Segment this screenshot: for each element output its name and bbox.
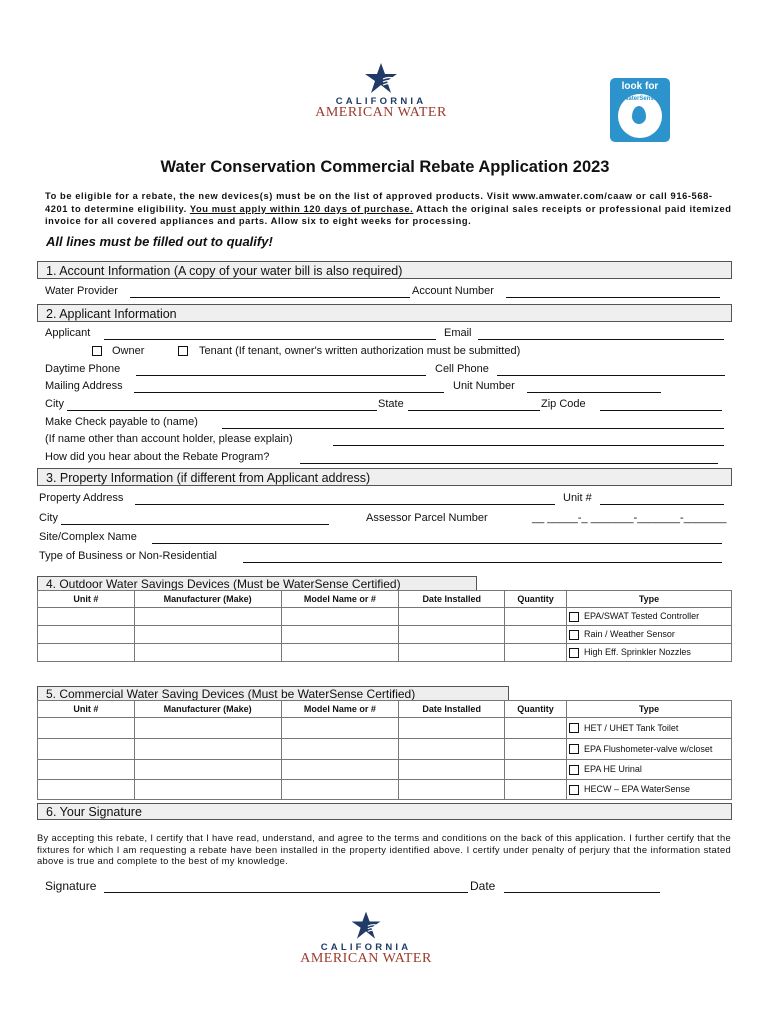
cell-input[interactable] <box>38 626 135 644</box>
cell-input[interactable] <box>281 644 399 662</box>
cell-input[interactable] <box>399 608 505 626</box>
site-label: Site/Complex Name <box>39 531 137 543</box>
section6-header: 6. Your Signature <box>37 803 732 820</box>
unit-number-label: Unit Number <box>453 380 515 392</box>
col-unit: Unit # <box>38 701 135 718</box>
cell-phone-label: Cell Phone <box>435 363 489 375</box>
owner-label: Owner <box>112 345 145 357</box>
checkbox-icon[interactable] <box>569 785 579 795</box>
state-field[interactable] <box>408 410 540 411</box>
col-model: Model Name or # <box>281 701 399 718</box>
table-row <box>38 718 732 739</box>
unit-label: Unit # <box>563 492 592 504</box>
table-row <box>38 608 732 626</box>
cell-input[interactable] <box>281 760 399 780</box>
intro-deadline: You must apply within 120 days of purchase. <box>189 203 414 214</box>
logo-line1: CALIFORNIA <box>335 96 427 107</box>
how-hear-label: How did you hear about the Rebate Program? <box>45 451 270 463</box>
cell-input[interactable] <box>134 644 281 662</box>
section3-header: 3. Property Information (if different from Applicant address) <box>37 468 732 486</box>
type-label: HET / UHET Tank Toilet <box>584 722 679 733</box>
cell-input[interactable] <box>38 644 135 662</box>
daytime-phone-label: Daytime Phone <box>45 363 121 375</box>
section4-header-row <box>38 591 732 608</box>
california-american-water-logo-bottom <box>296 910 436 966</box>
if-name-label: (If name other than account holder, please explain) <box>45 433 293 445</box>
cell-input[interactable] <box>505 739 567 760</box>
cell-input[interactable] <box>399 739 505 760</box>
how-hear-field[interactable] <box>300 463 718 464</box>
tenant-checkbox[interactable] <box>178 346 188 356</box>
city-field[interactable] <box>67 410 377 411</box>
cell-input[interactable] <box>399 760 505 780</box>
cell-input[interactable] <box>281 626 399 644</box>
col-quantity: Quantity <box>505 591 567 608</box>
type-option[interactable] <box>567 760 732 780</box>
type-label: High Eff. Sprinkler Nozzles <box>584 647 691 658</box>
mailing-address-field[interactable] <box>134 392 444 393</box>
owner-checkbox[interactable] <box>92 346 102 356</box>
cell-input[interactable] <box>38 608 135 626</box>
type-business-field[interactable] <box>243 562 722 563</box>
cell-input[interactable] <box>399 780 505 800</box>
make-check-label: Make Check payable to (name) <box>45 416 198 428</box>
date-label: Date <box>470 879 496 893</box>
intro-text <box>45 190 735 228</box>
cell-input[interactable] <box>281 718 399 739</box>
intro-part2: Attach the original sales receipts or professional paid itemized invoice for all covered appliances and parts. Allow six to eight weeks for processing. <box>45 203 732 226</box>
cell-input[interactable] <box>505 718 567 739</box>
cell-input[interactable] <box>281 608 399 626</box>
intro-part1: To be eligible for a rebate, the new devices(s) must be on the list of approved products. Visit www.amwater.com/caaw or call 916-568-4201 to determine eligibility. <box>45 191 713 214</box>
section5-header-row <box>38 701 732 718</box>
apn-field[interactable]: __ _____-_ _______-_______-_______ <box>532 512 727 524</box>
signature-label: Signature <box>45 879 97 893</box>
checkbox-icon[interactable] <box>569 612 579 622</box>
signature-field[interactable] <box>104 892 468 893</box>
zip-label: Zip Code <box>541 398 586 410</box>
email-field[interactable] <box>478 339 724 340</box>
cell-input[interactable] <box>505 760 567 780</box>
cell-input[interactable] <box>399 626 505 644</box>
cell-input[interactable] <box>281 780 399 800</box>
cell-input[interactable] <box>134 626 281 644</box>
checkbox-icon[interactable] <box>569 648 579 658</box>
checkbox-icon[interactable] <box>569 723 579 733</box>
water-provider-field[interactable] <box>130 297 410 298</box>
table-row <box>38 626 732 644</box>
col-manufacturer: Manufacturer (Make) <box>134 591 281 608</box>
cell-input[interactable] <box>38 739 135 760</box>
property-address-label: Property Address <box>39 492 124 504</box>
type-label: Rain / Weather Sensor <box>584 629 675 640</box>
type-label: EPA Flushometer-valve w/closet <box>584 743 713 754</box>
col-date: Date Installed <box>399 591 505 608</box>
checkbox-icon[interactable] <box>569 765 579 775</box>
logo-line1: CALIFORNIA <box>320 942 412 953</box>
table-row <box>38 760 732 780</box>
cell-input[interactable] <box>134 760 281 780</box>
table-row <box>38 780 732 800</box>
type-option[interactable] <box>567 780 732 800</box>
site-field[interactable] <box>152 543 722 544</box>
star-logo-icon <box>361 62 401 96</box>
cell-input[interactable] <box>38 780 135 800</box>
cell-input[interactable] <box>38 718 135 739</box>
logo-line2: AMERICAN WATER <box>315 105 447 120</box>
badge-ring-text: WaterSense <box>622 96 658 102</box>
page-title: Water Conservation Commercial Rebate Application 2023 <box>160 158 610 176</box>
type-label: EPA/SWAT Tested Controller <box>584 611 700 622</box>
col-date: Date Installed <box>399 701 505 718</box>
col-type: Type <box>567 701 732 718</box>
property-city-label: City <box>39 512 58 524</box>
section2-header: 2. Applicant Information <box>37 304 732 322</box>
section1-header: 1. Account Information (A copy of your water bill is also required) <box>37 261 732 279</box>
cell-input[interactable] <box>399 718 505 739</box>
email-label: Email <box>444 327 472 339</box>
cell-input[interactable] <box>281 739 399 760</box>
type-option[interactable] <box>567 644 732 662</box>
type-label: EPA HE Urinal <box>584 764 642 775</box>
type-label: HECW – EPA WaterSense <box>584 784 691 795</box>
date-field[interactable] <box>504 892 660 893</box>
applicant-label: Applicant <box>45 327 91 339</box>
make-check-field[interactable] <box>222 428 724 429</box>
apn-label: Assessor Parcel Number <box>366 512 488 524</box>
daytime-phone-field[interactable] <box>136 375 426 376</box>
cell-input[interactable] <box>505 780 567 800</box>
type-option[interactable] <box>567 718 732 739</box>
watersense-badge <box>610 78 670 142</box>
section5-header: 5. Commercial Water Saving Devices (Must be WaterSense Certified) <box>37 686 509 701</box>
city-label: City <box>45 398 64 410</box>
cell-input[interactable] <box>505 608 567 626</box>
col-quantity: Quantity <box>505 701 567 718</box>
all-lines-notice: All lines must be filled out to qualify! <box>46 234 273 249</box>
account-number-label: Account Number <box>412 285 494 297</box>
type-option[interactable] <box>567 739 732 760</box>
water-provider-label: Water Provider <box>45 285 118 297</box>
table-row <box>38 739 732 760</box>
col-type: Type <box>567 591 732 608</box>
applicant-field[interactable] <box>104 339 436 340</box>
section5-table <box>37 700 732 800</box>
col-model: Model Name or # <box>281 591 399 608</box>
type-option[interactable] <box>567 608 732 626</box>
water-drop-icon <box>632 106 646 124</box>
cell-input[interactable] <box>134 739 281 760</box>
cell-phone-field[interactable] <box>497 375 725 376</box>
section4-header: 4. Outdoor Water Savings Devices (Must be WaterSense Certified) <box>37 576 477 591</box>
section4-table <box>37 590 732 662</box>
cell-input[interactable] <box>134 608 281 626</box>
cell-input[interactable] <box>505 626 567 644</box>
logo-line2: AMERICAN WATER <box>300 951 432 966</box>
account-number-field[interactable] <box>506 297 720 298</box>
zip-field[interactable] <box>600 410 722 411</box>
mailing-address-label: Mailing Address <box>45 380 123 392</box>
property-address-field[interactable] <box>135 504 555 505</box>
cell-input[interactable] <box>134 718 281 739</box>
state-label: State <box>378 398 404 410</box>
cell-input[interactable] <box>399 644 505 662</box>
checkbox-icon[interactable] <box>569 744 579 754</box>
unit-number-field[interactable] <box>527 392 661 393</box>
if-name-field[interactable] <box>333 445 724 446</box>
cell-input[interactable] <box>38 760 135 780</box>
type-option[interactable] <box>567 626 732 644</box>
star-logo-icon <box>348 910 384 942</box>
col-manufacturer: Manufacturer (Make) <box>134 701 281 718</box>
tenant-label: Tenant (If tenant, owner's written authorization must be submitted) <box>199 345 521 357</box>
watersense-icon <box>618 94 662 138</box>
col-unit: Unit # <box>38 591 135 608</box>
cell-input[interactable] <box>134 780 281 800</box>
california-american-water-logo <box>296 62 466 124</box>
badge-text: look for <box>621 81 659 92</box>
checkbox-icon[interactable] <box>569 630 579 640</box>
property-city-field[interactable] <box>61 524 329 525</box>
unit-field[interactable] <box>600 504 724 505</box>
type-business-label: Type of Business or Non-Residential <box>39 550 217 562</box>
cell-input[interactable] <box>505 644 567 662</box>
table-row <box>38 644 732 662</box>
certification-text: By accepting this rebate, I certify that I have read, understand, and agree to the terms and conditions on the back of this application. I further certify that the fixtures for which I am requesting a rebate have been installed in the property identified above. I certify under penalty of perjury that the information stated above is true and complete to the best of my knowledge. <box>37 832 731 866</box>
